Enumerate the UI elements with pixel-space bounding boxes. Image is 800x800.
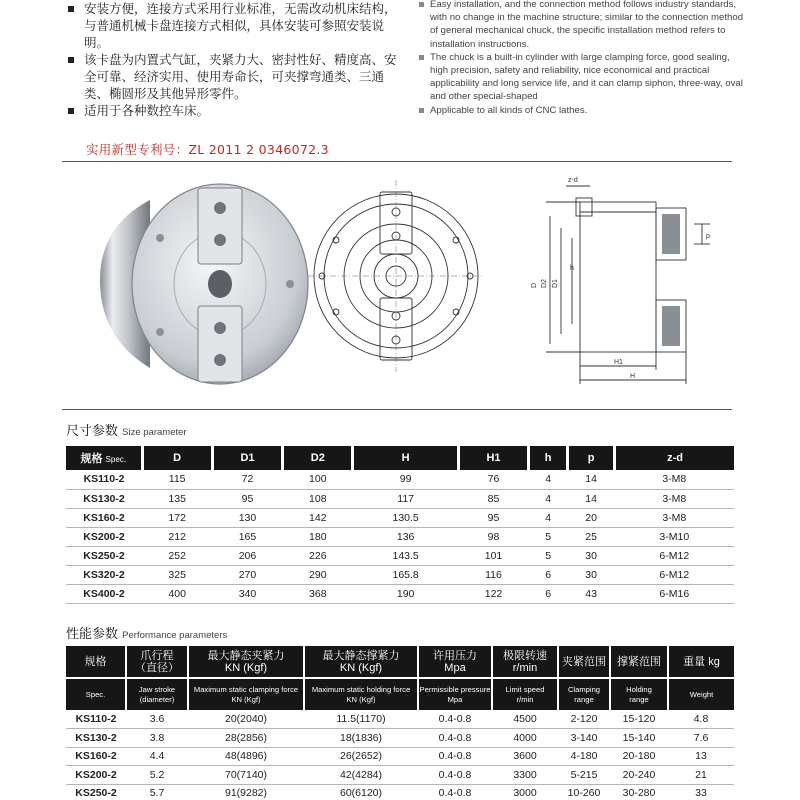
value-cell: 3-M8 [615,470,734,489]
col-header: Limit speed r/min [492,678,558,710]
value-cell: 91(9282) [188,784,304,800]
col-header: p [568,446,615,470]
value-cell: 4 [529,470,568,489]
features-cn [62,0,402,119]
perf-title-cn: 性能参数 [66,627,119,642]
value-cell: 6-M12 [615,565,734,584]
value-cell: 95 [212,489,282,508]
value-cell: 5 [529,527,568,546]
value-cell: 25 [568,527,615,546]
col-header: Clamping range [558,678,610,710]
value-cell: 3-M8 [615,508,734,527]
spec-cell: KS130-2 [66,489,142,508]
value-cell: 15-120 [610,710,668,729]
value-cell: 0.4-0.8 [418,729,492,748]
spec-cell: KS160-2 [66,747,126,766]
label-D1: D1 [552,279,559,288]
col-header: z-d [615,446,734,470]
value-cell: 7.6 [668,729,734,748]
value-cell: 4-180 [558,747,610,766]
value-cell: 3-140 [558,729,610,748]
col-header: H1 [458,446,528,470]
value-cell: 4500 [492,710,558,729]
value-cell: 18(1836) [304,729,418,748]
value-cell: 172 [142,508,212,527]
col-header: h [529,446,568,470]
size-section-title [66,420,187,439]
chuck-photo [90,168,310,400]
value-cell: 3300 [492,766,558,785]
table-row [66,489,734,508]
patent-number: 实用新型专利号：ZL 2011 2 0346072.3 [86,142,329,157]
value-cell: 226 [283,546,353,565]
label-p: p [706,233,710,240]
value-cell: 6-M16 [615,584,734,603]
value-cell: 136 [353,527,458,546]
spec-cell: KS320-2 [66,565,142,584]
value-cell: 76 [458,470,528,489]
spec-cell: KS110-2 [66,710,126,729]
table-row [66,784,734,800]
value-cell: 115 [142,470,212,489]
col-header: Holding range [610,678,668,710]
spec-cell: KS250-2 [66,546,142,565]
value-cell: 165 [212,527,282,546]
size-title-en: Size parameter [122,427,187,438]
perf-table-header [66,646,734,678]
value-cell: 116 [458,565,528,584]
value-cell: 6 [529,565,568,584]
col-header: 许用压力 Mpa [418,646,492,678]
value-cell: 0.4-0.8 [418,710,492,729]
col-header: 规格 [66,646,126,678]
value-cell: 3600 [492,747,558,766]
col-header: 夹紧范围 [558,646,610,678]
value-cell: 101 [458,546,528,565]
value-cell: 28(2856) [188,729,304,748]
value-cell: 33 [668,784,734,800]
value-cell: 130 [212,508,282,527]
col-spec: 规格 Spec. [66,446,142,470]
col-header: Jaw stroke (diameter) [126,678,188,710]
feature-cn-item: 该卡盘为内置式气缸，夹紧力大、密封性好、精度高、安全可靠、经济实用、使用寿命长，可夹撑弯通类、三通类、椭圆形及其他异形零件。 [62,51,402,102]
value-cell: 13 [668,747,734,766]
value-cell: 20-240 [610,766,668,785]
value-cell: 130.5 [353,508,458,527]
value-cell: 30 [568,565,615,584]
value-cell: 4000 [492,729,558,748]
col-header: 最大静态夹紧力 KN (Kgf) [188,646,304,678]
value-cell: 142 [283,508,353,527]
value-cell: 98 [458,527,528,546]
feature-en-item: The chuck is a built-in cylinder with large clamping force, good sealing, high precision, safety and reliability, nice economical and practical applicability and long service life, and it can clamp siphon, three-way, oval and other special-shaped [418,51,748,104]
spec-cell: KS200-2 [66,527,142,546]
value-cell: 48(4896) [188,747,304,766]
col-header: 撑紧范围 [610,646,668,678]
divider [62,161,732,162]
perf-table-header [66,678,734,710]
table-row [66,546,734,565]
performance-table [66,646,734,800]
value-cell: 3000 [492,784,558,800]
value-cell: 60(6120) [304,784,418,800]
table-row [66,710,734,729]
spec-cell: KS110-2 [66,470,142,489]
value-cell: 165.8 [353,565,458,584]
value-cell: 340 [212,584,282,603]
col-header: Maximum static clamping force KN (Kgf) [188,678,304,710]
value-cell: 85 [458,489,528,508]
value-cell: 3.6 [126,710,188,729]
value-cell: 4 [529,508,568,527]
value-cell: 212 [142,527,212,546]
value-cell: 122 [458,584,528,603]
value-cell: 3.8 [126,729,188,748]
value-cell: 4 [529,489,568,508]
value-cell: 14 [568,470,615,489]
value-cell: 26(2652) [304,747,418,766]
value-cell: 180 [283,527,353,546]
table-row [66,470,734,489]
value-cell: 70(7140) [188,766,304,785]
col-header: Weight [668,678,734,710]
features-en [418,0,748,117]
value-cell: 143.5 [353,546,458,565]
value-cell: 43 [568,584,615,603]
col-header: 最大静态撑紧力 KN (Kgf) [304,646,418,678]
table-row [66,747,734,766]
value-cell: 325 [142,565,212,584]
value-cell: 11.5(1170) [304,710,418,729]
col-header: Maximum static holding force KN (Kgf) [304,678,418,710]
value-cell: 10-260 [558,784,610,800]
table-row [66,766,734,785]
value-cell: 100 [283,470,353,489]
value-cell: 252 [142,546,212,565]
value-cell: 0.4-0.8 [418,784,492,800]
label-h: h [570,265,574,272]
spec-cell: KS160-2 [66,508,142,527]
table-row [66,565,734,584]
value-cell: 0.4-0.8 [418,747,492,766]
value-cell: 0.4-0.8 [418,766,492,785]
value-cell: 72 [212,470,282,489]
table-row [66,584,734,603]
col-header: 爪行程 （直径） [126,646,188,678]
value-cell: 99 [353,470,458,489]
col-header: Spec. [66,678,126,710]
perf-section-title [66,623,227,642]
size-table-header [66,446,734,470]
value-cell: 368 [283,584,353,603]
front-view-drawing [308,180,484,372]
value-cell: 42(4284) [304,766,418,785]
label-D: D [531,282,538,288]
value-cell: 95 [458,508,528,527]
value-cell: 5.2 [126,766,188,785]
value-cell: 190 [353,584,458,603]
label-H1: H1 [614,359,623,366]
value-cell: 5-215 [558,766,610,785]
value-cell: 20-180 [610,747,668,766]
value-cell: 206 [212,546,282,565]
col-header: 极限转速 r/min [492,646,558,678]
value-cell: 5.7 [126,784,188,800]
section-view-drawing [506,168,734,400]
feature-cn-item: 适用于各种数控车床。 [62,102,402,119]
label-H: H [630,373,636,380]
spec-cell: KS130-2 [66,729,126,748]
perf-title-en: Performance parameters [122,630,228,641]
value-cell: 135 [142,489,212,508]
col-header: D1 [212,446,282,470]
value-cell: 2-120 [558,710,610,729]
value-cell: 3-M8 [615,489,734,508]
value-cell: 270 [212,565,282,584]
value-cell: 3-M10 [615,527,734,546]
feature-cn-item: 安装方便，连接方式采用行业标准，无需改动机床结构，与普通机械卡盘连接方式相似，具体安装可参照安装说明。 [62,0,402,51]
table-row [66,508,734,527]
size-title-cn: 尺寸参数 [66,424,119,439]
feature-en-item: Easy installation, and the connection method follows industry standards, with no change in the machine structure; similar to the connection method of general mechanical chuck, the specific installation method refers to installation instructions. [418,0,748,51]
value-cell: 20(2040) [188,710,304,729]
value-cell: 108 [283,489,353,508]
value-cell: 290 [283,565,353,584]
label-zd: z-d [568,177,578,184]
col-header: H [353,446,458,470]
col-header: 重量 kg [668,646,734,678]
value-cell: 6 [529,584,568,603]
value-cell: 4.8 [668,710,734,729]
spec-cell: KS400-2 [66,584,142,603]
value-cell: 21 [668,766,734,785]
divider [62,409,732,410]
size-table [66,446,734,604]
col-header: D2 [283,446,353,470]
value-cell: 30-280 [610,784,668,800]
table-row [66,527,734,546]
value-cell: 400 [142,584,212,603]
value-cell: 15-140 [610,729,668,748]
table-row [66,729,734,748]
value-cell: 6-M12 [615,546,734,565]
label-D2: D2 [541,279,548,288]
spec-cell: KS200-2 [66,766,126,785]
value-cell: 5 [529,546,568,565]
value-cell: 117 [353,489,458,508]
value-cell: 4.4 [126,747,188,766]
spec-cell: KS250-2 [66,784,126,800]
col-header: D [142,446,212,470]
value-cell: 20 [568,508,615,527]
value-cell: 14 [568,489,615,508]
value-cell: 30 [568,546,615,565]
col-header: Permissible pressure Mpa [418,678,492,710]
feature-en-item: Applicable to all kinds of CNC lathes. [418,104,748,117]
